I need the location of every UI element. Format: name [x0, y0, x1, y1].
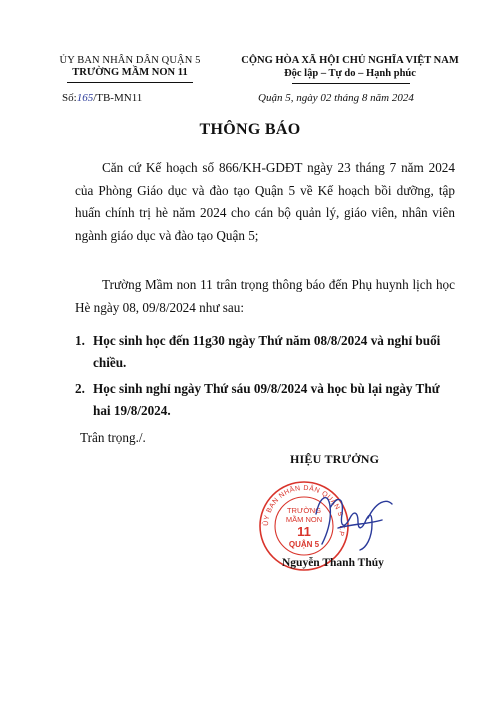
signer-name: Nguyễn Thanh Thúy [282, 557, 384, 569]
issuing-organization [30, 55, 230, 78]
closing-remark: Trân trọng./. [80, 430, 146, 445]
svg-text:TRƯỜNG: TRƯỜNG [286, 506, 322, 515]
document-number: Số:165/TB-MN11 [62, 92, 143, 104]
svg-text:MẦM NON: MẦM NON [285, 515, 323, 524]
svg-text:11: 11 [297, 524, 311, 539]
svg-text:ỦY BAN NHÂN DÂN QUẬN 5 · T.P: ỦY BAN NHÂN DÂN QUẬN 5 · T.P [262, 484, 346, 537]
motto: Độc lập – Tự do – Hạnh phúc [284, 68, 416, 79]
svg-text:QUẬN 5: QUẬN 5 [288, 540, 320, 549]
org-underline [67, 82, 193, 83]
paragraph-basis: Căn cứ Kế hoạch số 866/KH-GDĐT ngày 23 tháng 7 năm 2024 của Phòng Giáo dục và đào tạo Quận 5 về Kế hoạch bồi dưỡng, tập huấn chính trị hè năm 2024 cho cán bộ quản lý, giáo viên, nhân viên ngành giáo dục và đào tạo Quận 5; [75, 160, 455, 243]
national-motto [230, 55, 470, 79]
org-school: TRƯỜNG MẦM NON 11 [72, 67, 188, 78]
list-item [75, 330, 455, 374]
list-item-number: 2. [75, 381, 85, 396]
motto-underline [292, 83, 410, 84]
list-item-number: 1. [75, 333, 85, 348]
handwritten-signature [308, 484, 400, 556]
list-item-text: Học sinh học đến 11g30 ngày Thứ năm 08/8/2024 và nghỉ buổi chiều. [93, 333, 441, 370]
handwritten-number: 165 [76, 92, 94, 104]
org-parent: ỦY BAN NHÂN DÂN QUẬN 5 [59, 55, 201, 66]
list-item-text: Học sinh nghỉ ngày Thứ sáu 09/8/2024 và học bù lại ngày Thứ hai 19/8/2024. [93, 381, 440, 418]
signer-title: HIỆU TRƯỞNG [290, 452, 380, 466]
document-title: THÔNG BÁO [199, 121, 301, 138]
date-line: Quận 5, ngày 02 tháng 8 năm 2024 [258, 92, 414, 104]
paragraph-announcement: Trường Mầm non 11 trân trọng thông báo đến Phụ huynh lịch học Hè ngày 08, 09/8/2024 như sau: [75, 277, 455, 315]
list-item [75, 378, 455, 422]
country-name: CỘNG HÒA XÃ HỘI CHỦ NGHĨA VIỆT NAM [241, 55, 459, 66]
